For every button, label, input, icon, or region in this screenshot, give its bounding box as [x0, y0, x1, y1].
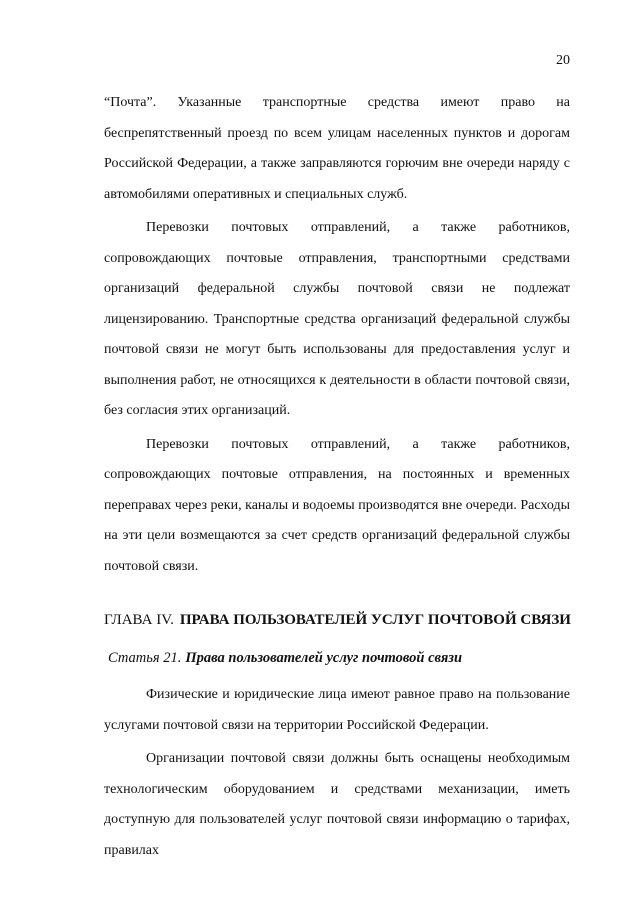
- article-heading: [104, 642, 570, 674]
- paragraph-5: Организации почтовой связи должны быть оснащены необходимым технологическим оборудованием и средствами механизации, иметь доступную для пользователей услуг почтовой связи информацию о тарифах, правилах: [104, 751, 570, 858]
- page-content: [104, 88, 570, 866]
- article-title: Права пользователей услуг почтовой связи: [185, 650, 463, 666]
- paragraph-1: “Почта”. Указанные транспортные средства имеют право на беспрепятственный проезд по всем улицам населенных пунктов и дорогам Российской Федерации, а также заправляются горючим вне очереди наряду с автомобилями оперативных и специальных служб.: [104, 95, 570, 202]
- paragraph-2: Перевозки почтовых отправлений, а также работников, сопровождающих почтовые отправления, транспортными средствами организаций федеральной службы почтовой связи не подлежат лицензированию. Транспортные средства организаций федеральной службы почтовой связи не могут быть использованы для предоставления услуг и выполнения работ, не относящихся к деятельности в области почтовой связи, без согласия этих организаций.: [104, 220, 570, 418]
- chapter-title: ПРАВА ПОЛЬЗОВАТЕЛЕЙ УСЛУГ ПОЧТОВОЙ СВЯЗИ: [179, 612, 571, 628]
- chapter-number: ГЛАВА IV.: [104, 612, 174, 628]
- page-number: 20: [556, 53, 570, 68]
- chapter-heading: [104, 604, 570, 636]
- article-number: Статья 21.: [108, 650, 182, 666]
- paragraph-3: Перевозки почтовых отправлений, а также работников, сопровождающих почтовые отправления, на постоянных и временных переправах через реки, каналы и водоемы производятся вне очереди. Расходы на эти цели возмещаются за счет средств организаций федеральной службы почтовой связи.: [104, 436, 570, 574]
- paragraph-4: Физические и юридические лица имеют равное право на пользование услугами почтовой связи на территории Российской Федерации.: [104, 687, 570, 733]
